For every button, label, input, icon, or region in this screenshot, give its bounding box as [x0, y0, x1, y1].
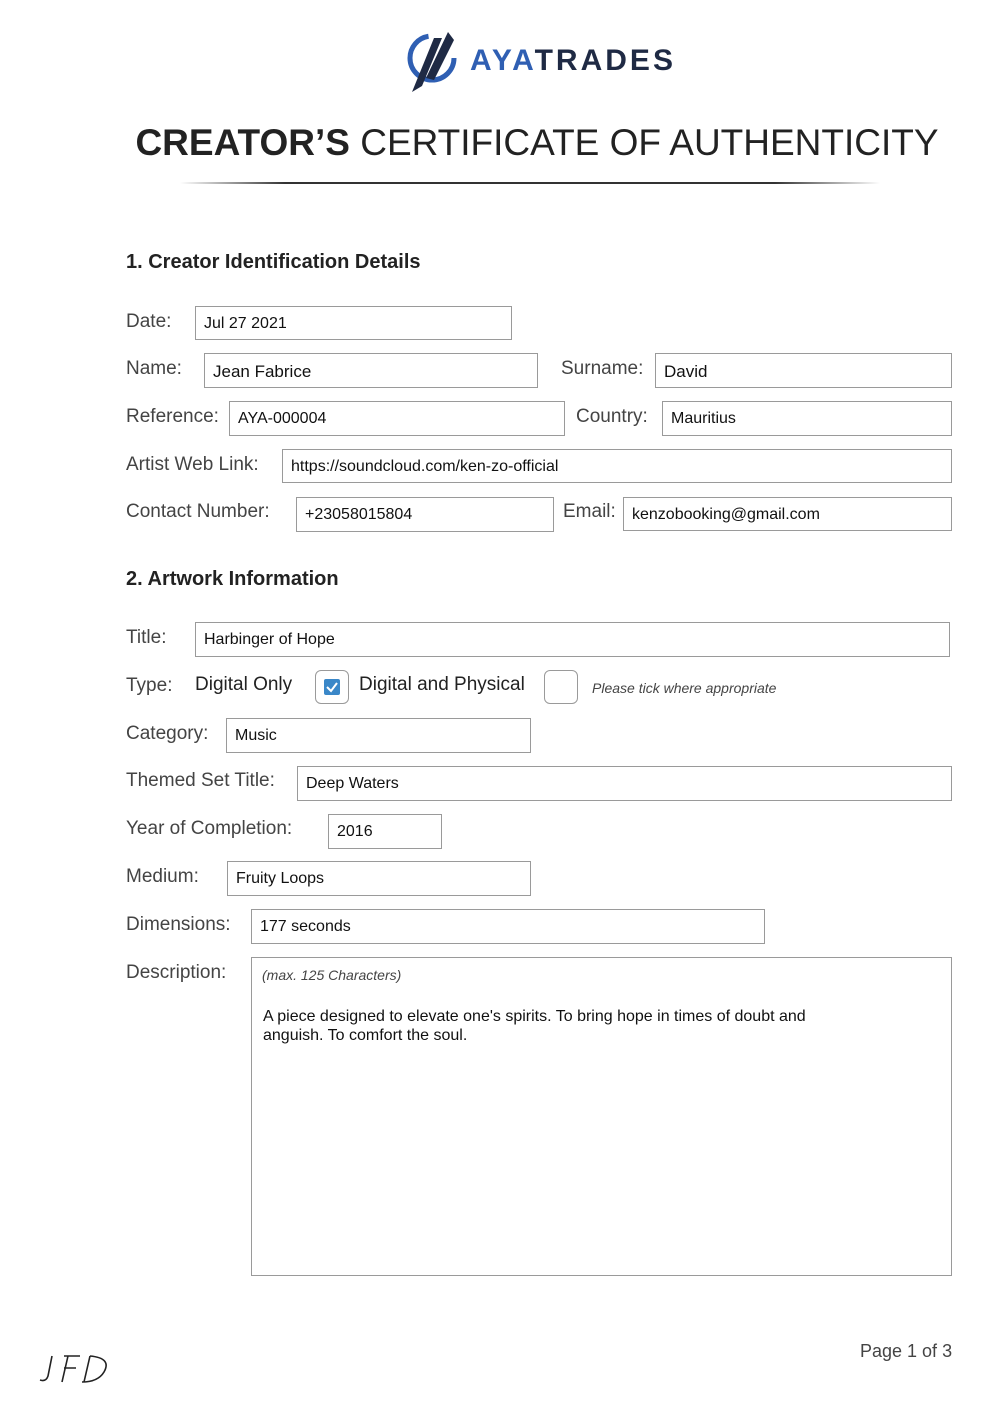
checkmark-icon [324, 679, 340, 695]
document-title-rest: CERTIFICATE OF AUTHENTICITY [349, 122, 939, 163]
themed-set-label: Themed Set Title: [126, 770, 275, 791]
contact-number-label: Contact Number: [126, 501, 270, 522]
brand-wordmark [470, 44, 676, 78]
name-field[interactable]: Jean Fabrice [204, 353, 538, 388]
email-label: Email: [563, 501, 616, 522]
reference-field[interactable]: AYA-000004 [229, 401, 565, 436]
initials-signature [38, 1352, 112, 1386]
country-field[interactable]: Mauritius [662, 401, 952, 436]
surname-field[interactable]: David [655, 353, 952, 388]
dimensions-field[interactable]: 177 seconds [251, 909, 765, 944]
email-field[interactable]: kenzobooking@gmail.com [623, 497, 952, 531]
title-label: Title: [126, 627, 167, 648]
title-divider [180, 182, 880, 184]
ayatrades-logo-icon [404, 28, 460, 94]
type-label: Type: [126, 675, 173, 696]
page-number: Page 1 of 3 [860, 1341, 953, 1361]
web-link-field[interactable]: https://soundcloud.com/ken-zo-official [282, 449, 952, 483]
themed-set-field[interactable]: Deep Waters [297, 766, 952, 801]
dimensions-label: Dimensions: [126, 914, 231, 935]
digital-physical-label: Digital and Physical [359, 674, 525, 695]
year-label: Year of Completion: [126, 818, 293, 839]
year-field[interactable]: 2016 [328, 814, 442, 849]
description-field[interactable] [251, 957, 952, 1276]
description-text: A piece designed to elevate one's spirits. To bring hope in times of doubt and anguish. To comfort the soul. [263, 1008, 806, 1044]
contact-number-field[interactable]: +23058015804 [296, 497, 554, 532]
date-field[interactable]: Jul 27 2021 [195, 306, 512, 340]
category-label: Category: [126, 723, 209, 744]
name-label: Name: [126, 358, 182, 379]
medium-field[interactable]: Fruity Loops [227, 861, 531, 896]
country-label: Country: [576, 406, 648, 427]
description-label: Description: [126, 962, 227, 983]
digital-physical-checkbox[interactable] [544, 670, 578, 704]
surname-label: Surname: [561, 358, 644, 379]
description-hint: (max. 125 Characters) [262, 967, 402, 983]
tick-hint: Please tick where appropriate [592, 680, 777, 696]
document-title-bold: CREATOR’S [135, 122, 350, 163]
section-title-artwork: 2. Artwork Information [126, 568, 339, 590]
brand-wordmark-aya: AYA [470, 44, 535, 77]
digital-only-checkbox[interactable] [315, 670, 349, 704]
brand-wordmark-trades: TRADES [534, 44, 676, 77]
reference-label: Reference: [126, 406, 219, 427]
date-label: Date: [126, 311, 172, 332]
category-field[interactable]: Music [226, 718, 531, 753]
digital-only-label: Digital Only [195, 674, 293, 695]
medium-label: Medium: [126, 866, 199, 887]
section-title-creator: 1. Creator Identification Details [126, 251, 421, 273]
web-link-label: Artist Web Link: [126, 454, 259, 475]
title-field[interactable]: Harbinger of Hope [195, 622, 950, 657]
document-title [0, 122, 1000, 164]
